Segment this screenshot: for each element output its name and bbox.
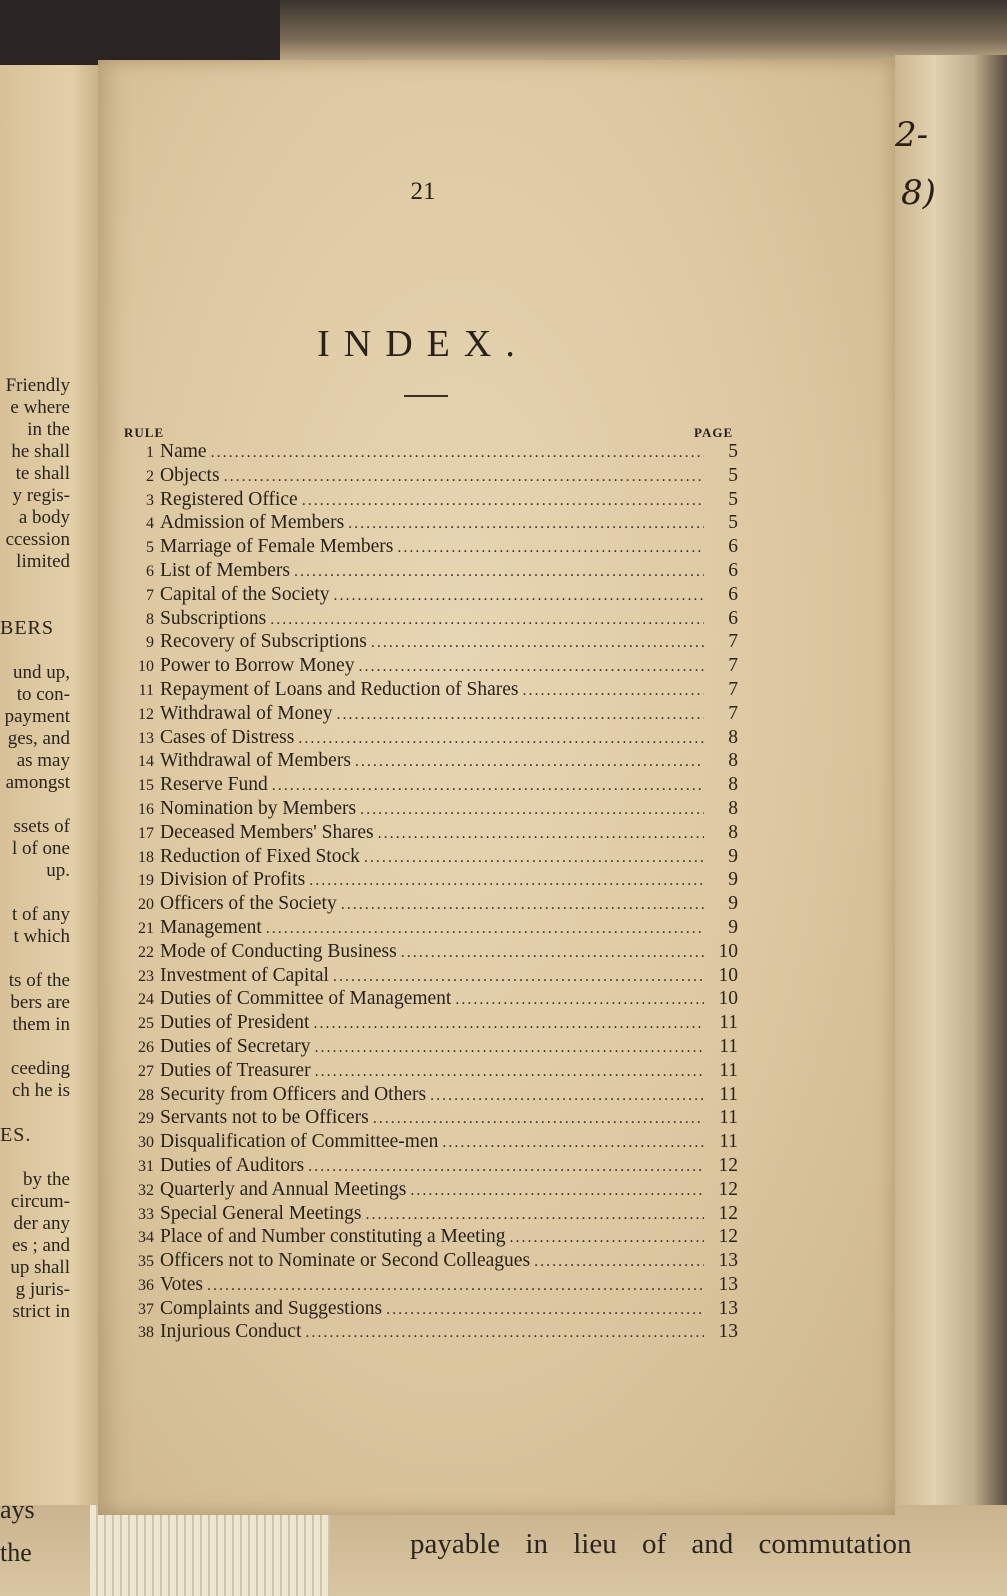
dot-leader xyxy=(534,1250,704,1274)
index-entry xyxy=(118,1202,738,1226)
left-page-line: te shall xyxy=(15,463,70,484)
left-page-line: payment xyxy=(4,706,70,727)
left-page-text xyxy=(0,375,70,1323)
left-page-line: as may xyxy=(16,750,70,771)
left-page-line: up. xyxy=(46,860,70,881)
entry-title: Place of and Number constituting a Meeting xyxy=(160,1226,506,1248)
rule-number: 18 xyxy=(138,848,154,866)
index-entry xyxy=(118,1297,738,1321)
index-entry xyxy=(118,797,738,821)
rule-number: 6 xyxy=(146,562,154,580)
rule-number: 19 xyxy=(138,872,154,890)
left-page-gap xyxy=(0,640,70,662)
dot-leader xyxy=(294,560,704,584)
dot-leader xyxy=(224,465,704,489)
left-page-line: es ; and xyxy=(11,1235,70,1256)
left-page-gap xyxy=(0,882,70,904)
dot-leader xyxy=(365,1203,704,1227)
rule-number: 14 xyxy=(138,753,154,771)
page-ref: 11 xyxy=(719,1012,738,1034)
entry-title: Division of Profits xyxy=(160,869,306,891)
left-page-line: g juris- xyxy=(15,1279,70,1300)
rule-number: 10 xyxy=(138,658,154,676)
left-page-line: t of any xyxy=(11,904,70,925)
entry-title: Votes xyxy=(160,1273,203,1295)
left-page-line: them in xyxy=(12,1014,70,1035)
index-entry xyxy=(118,1249,738,1273)
index-entry xyxy=(118,892,738,916)
index-entry xyxy=(118,440,738,464)
entry-title: Marriage of Female Members xyxy=(160,536,394,558)
rule-number: 26 xyxy=(138,1038,154,1056)
dot-leader xyxy=(272,774,704,798)
rule-number: 29 xyxy=(138,1110,154,1128)
dot-leader xyxy=(309,869,704,893)
bottom-page-edges xyxy=(90,1505,330,1596)
left-page-gap xyxy=(0,1036,70,1058)
entry-title: Disqualification of Committee-men xyxy=(160,1131,439,1153)
dot-leader xyxy=(455,988,704,1012)
entry-title: Duties of Committee of Management xyxy=(160,988,452,1010)
dot-leader xyxy=(341,893,704,917)
page-ref: 6 xyxy=(728,536,738,558)
page-ref: 11 xyxy=(719,1083,738,1105)
entry-title: Registered Office xyxy=(160,488,298,510)
left-page-line: ges, and xyxy=(7,728,70,749)
entry-title: Officers not to Nominate or Second Colleagues xyxy=(160,1250,531,1272)
index-title: INDEX. xyxy=(317,323,529,365)
index-entry xyxy=(118,654,738,678)
left-page-line: l of one xyxy=(11,838,70,859)
left-page-line: a body xyxy=(18,507,70,528)
entry-title: Officers of the Society xyxy=(160,893,337,915)
index-entry xyxy=(118,1106,738,1130)
left-page-line: ceeding xyxy=(10,1058,70,1079)
index-entry xyxy=(118,964,738,988)
index-entry xyxy=(118,464,738,488)
rule-number: 30 xyxy=(138,1134,154,1152)
dot-leader xyxy=(364,846,704,870)
rule-number: 33 xyxy=(138,1205,154,1223)
entry-title: Investment of Capital xyxy=(160,964,329,986)
entry-title: Reserve Fund xyxy=(160,774,268,796)
title-rule xyxy=(404,395,448,397)
dot-leader xyxy=(207,1274,704,1298)
left-page-line: t which xyxy=(13,926,70,947)
rule-number: 1 xyxy=(146,444,154,461)
rule-number: 8 xyxy=(146,610,154,628)
margin-note-bottom: 8) xyxy=(901,173,936,213)
index-entry xyxy=(118,1011,738,1035)
dot-leader xyxy=(305,1321,704,1345)
dot-leader xyxy=(337,703,704,727)
rule-number: 35 xyxy=(138,1253,154,1271)
dot-leader xyxy=(211,441,704,465)
dot-leader xyxy=(378,822,704,846)
entry-title: Withdrawal of Money xyxy=(160,702,333,724)
left-page-line: limited xyxy=(16,551,70,572)
bottom-left-fragment-1: ays xyxy=(0,1495,35,1524)
index-entry xyxy=(118,583,738,607)
page-ref: 5 xyxy=(728,441,738,462)
rule-number: 22 xyxy=(138,943,154,961)
rule-number: 13 xyxy=(138,729,154,747)
left-page-line: ES. xyxy=(0,1124,32,1146)
entry-title: Special General Meetings xyxy=(160,1202,362,1224)
left-page-line: up shall xyxy=(10,1257,70,1278)
left-page-line: BERS xyxy=(0,617,55,639)
index-entry xyxy=(118,821,738,845)
page-ref: 5 xyxy=(728,488,738,510)
dot-leader xyxy=(315,1060,704,1084)
index-entry xyxy=(118,726,738,750)
entry-title: Subscriptions xyxy=(160,607,267,629)
entry-title: Repayment of Loans and Reduction of Shares xyxy=(160,678,519,700)
page-ref: 8 xyxy=(728,821,738,843)
page-number: 21 xyxy=(410,178,436,205)
margin-note-top: 2- xyxy=(895,115,929,155)
page-ref: 8 xyxy=(728,774,738,796)
entry-title: Recovery of Subscriptions xyxy=(160,631,367,653)
left-page-line: y regis- xyxy=(12,485,70,506)
rule-number: 7 xyxy=(146,586,154,604)
index-entry xyxy=(118,559,738,583)
page-ref: 10 xyxy=(718,964,738,986)
page-ref: 9 xyxy=(728,845,738,867)
entry-title: Duties of Secretary xyxy=(160,1035,311,1057)
index-entry xyxy=(118,630,738,654)
rule-number: 15 xyxy=(138,777,154,795)
rule-number: 3 xyxy=(146,491,154,509)
left-page-line: und up, xyxy=(13,662,70,683)
index-entry xyxy=(118,1273,738,1297)
index-entry xyxy=(118,1035,738,1059)
left-page-line: ssets of xyxy=(13,816,70,837)
page-ref: 8 xyxy=(728,726,738,748)
entry-title: Duties of Auditors xyxy=(160,1154,305,1176)
entry-title: Withdrawal of Members xyxy=(160,750,351,772)
index-entry xyxy=(118,1320,738,1344)
page-ref: 11 xyxy=(719,1107,738,1129)
page-ref: 9 xyxy=(728,916,738,938)
page-ref: 7 xyxy=(728,702,738,724)
entry-title: Duties of President xyxy=(160,1012,310,1034)
left-page-line: by the xyxy=(23,1169,70,1190)
index-entry xyxy=(118,940,738,964)
left-page-line: ts of the xyxy=(8,970,70,991)
index-entry xyxy=(118,1130,738,1154)
dot-leader xyxy=(510,1226,705,1250)
page-ref: 10 xyxy=(718,988,738,1010)
entry-title: Name xyxy=(160,441,207,462)
page-column-header: PAGE xyxy=(694,425,734,440)
index-entry xyxy=(118,1225,738,1249)
index-entry xyxy=(118,488,738,512)
entry-title: Deceased Members' Shares xyxy=(160,821,374,843)
dot-leader xyxy=(355,750,704,774)
page-ref: 11 xyxy=(719,1059,738,1081)
page-ref: 5 xyxy=(728,464,738,486)
rule-column-header: RULE xyxy=(124,425,165,440)
left-page-line: bers are xyxy=(10,992,70,1013)
index-entry xyxy=(118,511,738,535)
left-page-line: he shall xyxy=(11,441,70,462)
entry-title: Management xyxy=(160,916,262,938)
rule-number: 2 xyxy=(146,467,154,485)
rule-number: 23 xyxy=(138,967,154,985)
dot-leader xyxy=(302,489,704,513)
left-page-gap xyxy=(0,1102,70,1124)
index-page xyxy=(98,60,895,1515)
dot-leader xyxy=(298,727,704,751)
dot-leader xyxy=(523,679,705,703)
left-page-line: strict in xyxy=(12,1301,70,1322)
rule-number: 16 xyxy=(138,800,154,818)
dot-leader xyxy=(430,1084,704,1108)
page-ref: 13 xyxy=(718,1297,738,1319)
index-entry xyxy=(118,1059,738,1083)
bottom-book-text: payable in lieu of and commutation xyxy=(410,1528,912,1560)
right-page-stack xyxy=(895,55,1007,1515)
entry-title: Admission of Members xyxy=(160,512,345,534)
page-ref: 6 xyxy=(728,583,738,605)
dot-leader xyxy=(333,965,704,989)
page-ref: 8 xyxy=(728,797,738,819)
rule-number: 21 xyxy=(138,919,154,937)
entry-title: Objects xyxy=(160,464,220,486)
page-ref: 11 xyxy=(719,1131,738,1153)
page-ref: 12 xyxy=(718,1154,738,1176)
rule-number: 36 xyxy=(138,1276,154,1294)
left-page-line: to con- xyxy=(16,684,70,705)
dot-leader xyxy=(371,631,704,655)
page-ref: 9 xyxy=(728,869,738,891)
page-ref: 12 xyxy=(718,1226,738,1248)
rule-number: 20 xyxy=(138,896,154,914)
page-ref: 8 xyxy=(728,750,738,772)
left-page-gap xyxy=(0,595,70,617)
rule-number: 4 xyxy=(146,515,154,533)
rule-number: 34 xyxy=(138,1229,154,1247)
rule-number: 9 xyxy=(146,634,154,652)
page-ref: 6 xyxy=(728,607,738,629)
index-entries xyxy=(118,440,738,1344)
rule-number: 25 xyxy=(138,1015,154,1033)
index-entry xyxy=(118,868,738,892)
index-entry xyxy=(118,987,738,1011)
left-page-line: Friendly xyxy=(5,375,70,396)
index-entry xyxy=(118,749,738,773)
left-page-line: der any xyxy=(13,1213,70,1234)
rule-number: 12 xyxy=(138,705,154,723)
page-ref: 12 xyxy=(718,1202,738,1224)
entry-title: Servants not to be Officers xyxy=(160,1107,369,1129)
page-ref: 7 xyxy=(728,678,738,700)
index-entry xyxy=(118,773,738,797)
rule-number: 11 xyxy=(138,681,154,699)
entry-title: Quarterly and Annual Meetings xyxy=(160,1178,407,1200)
entry-title: List of Members xyxy=(160,559,290,581)
left-page-gap xyxy=(0,794,70,816)
dot-leader xyxy=(397,536,704,560)
entry-title: Power to Borrow Money xyxy=(160,655,355,677)
dot-leader xyxy=(442,1131,704,1155)
left-page-line: amongst xyxy=(5,772,70,793)
dot-leader xyxy=(360,798,704,822)
left-page-line: ch he is xyxy=(11,1080,70,1101)
page-ref: 6 xyxy=(728,559,738,581)
page-ref: 13 xyxy=(718,1273,738,1295)
rule-number: 37 xyxy=(138,1300,154,1318)
index-entry xyxy=(118,1178,738,1202)
page-ref: 10 xyxy=(718,940,738,962)
entry-title: Mode of Conducting Business xyxy=(160,940,397,962)
dot-leader xyxy=(270,608,704,632)
index-entry xyxy=(118,678,738,702)
dot-leader xyxy=(334,584,704,608)
dot-leader xyxy=(358,655,704,679)
rule-number: 31 xyxy=(138,1157,154,1175)
page-ref: 5 xyxy=(728,512,738,534)
left-page-line: ccession xyxy=(5,529,70,550)
rule-number: 27 xyxy=(138,1062,154,1080)
rule-number: 5 xyxy=(146,539,154,557)
entry-title: Security from Officers and Others xyxy=(160,1083,427,1105)
page-ref: 11 xyxy=(719,1035,738,1057)
dot-leader xyxy=(386,1298,704,1322)
entry-title: Nomination by Members xyxy=(160,797,357,819)
page-ref: 9 xyxy=(728,893,738,915)
page-ref: 12 xyxy=(718,1178,738,1200)
dot-leader xyxy=(315,1036,704,1060)
page-ref: 13 xyxy=(718,1321,738,1343)
left-page-gap xyxy=(0,1147,70,1169)
dot-leader xyxy=(308,1155,704,1179)
entry-title: Injurious Conduct xyxy=(160,1321,302,1343)
index-entry xyxy=(118,607,738,631)
index-entry xyxy=(118,702,738,726)
bottom-left-fragment-2: the xyxy=(0,1538,32,1567)
rule-number: 24 xyxy=(138,991,154,1009)
index-entry xyxy=(118,535,738,559)
left-page-line: e where xyxy=(10,397,70,418)
entry-title: Capital of the Society xyxy=(160,583,330,605)
rule-number: 17 xyxy=(138,824,154,842)
dot-leader xyxy=(373,1107,704,1131)
page-ref: 7 xyxy=(728,631,738,653)
rule-number: 28 xyxy=(138,1086,154,1104)
entry-title: Cases of Distress xyxy=(160,726,295,748)
dot-leader xyxy=(313,1012,704,1036)
entry-title: Duties of Treasurer xyxy=(160,1059,311,1081)
index-entry xyxy=(118,1154,738,1178)
entry-title: Complaints and Suggestions xyxy=(160,1297,383,1319)
rule-number: 32 xyxy=(138,1181,154,1199)
page-ref: 7 xyxy=(728,655,738,677)
dot-leader xyxy=(401,941,704,965)
index-entry xyxy=(118,1083,738,1107)
index-entry xyxy=(118,916,738,940)
dot-leader xyxy=(266,917,704,941)
left-page-line: in the xyxy=(27,419,70,440)
rule-number: 38 xyxy=(138,1324,154,1342)
left-page-gap xyxy=(0,573,70,595)
page-ref: 13 xyxy=(718,1250,738,1272)
entry-title: Reduction of Fixed Stock xyxy=(160,845,360,867)
dot-leader xyxy=(410,1179,704,1203)
dot-leader xyxy=(348,512,704,536)
left-page-line: circum- xyxy=(10,1191,70,1212)
index-entry xyxy=(118,845,738,869)
left-page-gap xyxy=(0,948,70,970)
